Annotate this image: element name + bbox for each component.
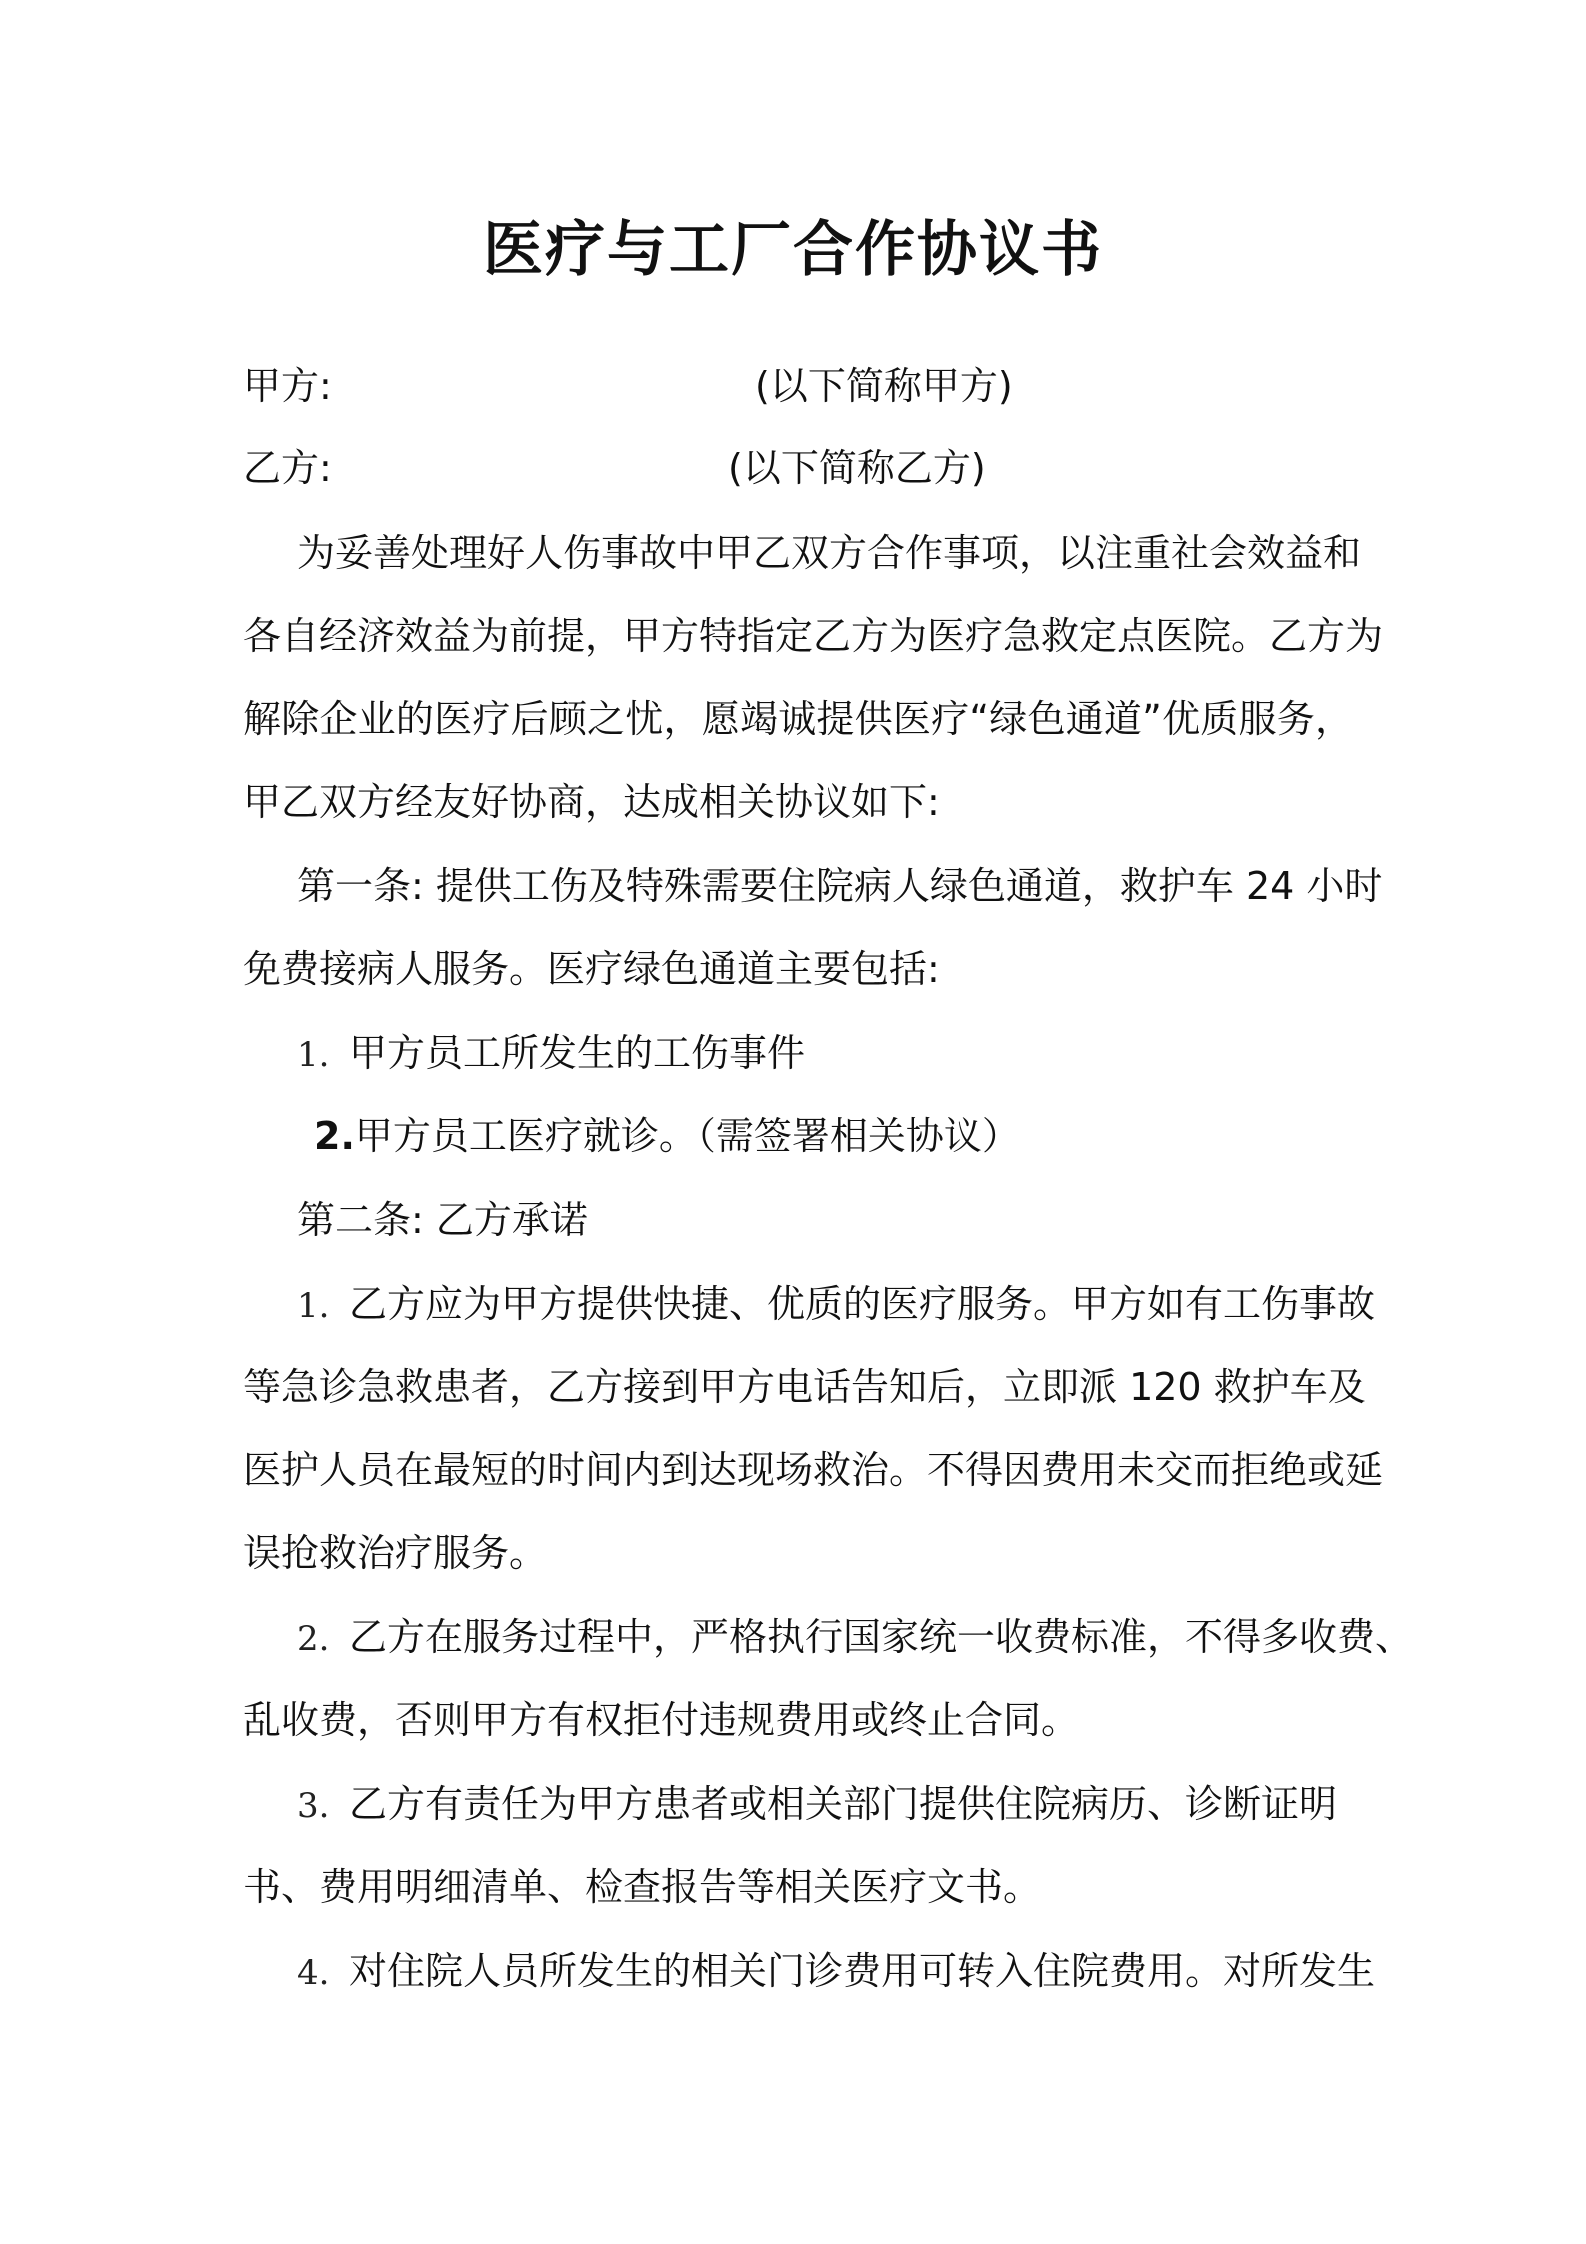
list-number: 3. [297,1786,330,1826]
article2-item-1-line-3: 医护人员在最短的时间内到达现场救治。不得因费用未交而拒绝或延 [243,1448,1384,1492]
list-text: 乙方应为甲方提供快捷、优质的医疗服务。甲方如有工伤事故 [349,1282,1376,1326]
article1-line-2: 免费接病人服务。医疗绿色通道主要包括: [243,947,940,991]
article2-item-1-line-2: 等急诊急救患者，乙方接到甲方电话告知后，立即派 120 救护车及 [243,1365,1366,1409]
list-text: 乙方有责任为甲方患者或相关部门提供住院病历、诊断证明 [349,1782,1338,1826]
list-number: 2. [314,1114,355,1158]
intro-line-3: 解除企业的医疗后顾之忧，愿竭诚提供医疗“绿色通道”优质服务， [243,697,1353,741]
list-number: 4. [297,1953,330,1993]
list-text: 乙方在服务过程中，严格执行国家统一收费标准，不得多收费、 [349,1615,1414,1659]
article1-item-2 [314,1110,1020,1162]
list-text: 对住院人员所发生的相关门诊费用可转入住院费用。对所发生 [349,1949,1376,1993]
article2-heading: 第二条: 乙方承诺 [297,1198,588,1242]
intro-line-4: 甲乙双方经友好协商，达成相关协议如下: [243,780,940,824]
article2-item-2-line-2: 乱收费，否则甲方有权拒付违规费用或终止合同。 [243,1698,1080,1742]
document-title: 医疗与工厂合作协议书 [483,215,1103,285]
article2-item-3-line-2: 书、费用明细清单、检查报告等相关医疗文书。 [243,1865,1042,1909]
list-text: 甲方员工医疗就诊。（需签署相关协议） [354,1114,1020,1158]
intro-line-2: 各自经济效益为前提，甲方特指定乙方为医疗急救定点医院。乙方为 [243,614,1384,658]
article2-item-1-first [297,1278,1376,1332]
article2-item-4-first [297,1945,1376,1999]
list-number: 2. [297,1619,330,1659]
article2-item-2-first [297,1611,1414,1665]
intro-line-1: 为妥善处理好人伤事故中甲乙双方合作事项，以注重社会效益和 [297,531,1362,575]
party-b-alias: (以下简称乙方) [728,446,986,490]
party-a-label: 甲方: [243,364,332,408]
article2-item-3-first [297,1778,1353,1832]
article1-item-1 [297,1027,805,1081]
list-number: 1. [297,1286,330,1326]
party-a-alias: (以下简称甲方) [755,364,1013,408]
article2-item-1-line-4: 误抢救治疗服务。 [243,1531,548,1575]
list-number: 1. [297,1035,330,1075]
article1-line-1: 第一条: 提供工伤及特殊需要住院病人绿色通道，救护车 24 小时 [297,864,1383,908]
list-text: 甲方员工所发生的工伤事件 [349,1031,806,1075]
party-b-label: 乙方: [243,446,332,490]
